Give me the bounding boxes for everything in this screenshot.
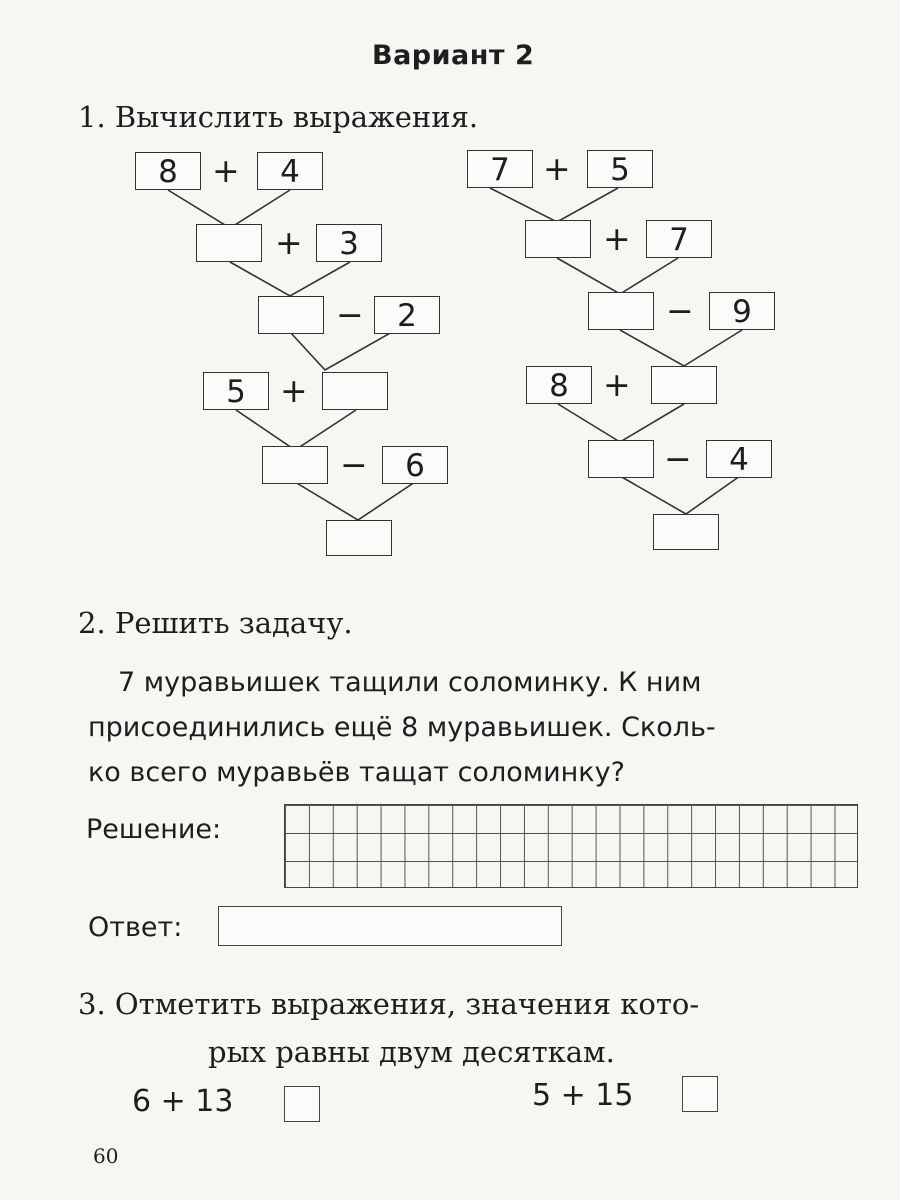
right-op5: − — [664, 439, 692, 478]
task3-heading-line-2: рых равны двум десяткам. — [208, 1035, 615, 1069]
left-box-a: 8 — [135, 152, 201, 190]
left-box-e: 5 — [203, 372, 269, 410]
left-op4: + — [280, 371, 308, 410]
right-box-d: 9 — [709, 292, 775, 330]
left-box-answer4[interactable] — [262, 446, 328, 484]
task3-heading-line-1: 3. Отметить выражения, значения кото- — [78, 987, 700, 1021]
variant-title: Вариант 2 — [372, 40, 535, 71]
left-box-answer3[interactable] — [322, 372, 388, 410]
left-box-f: 6 — [382, 446, 448, 484]
left-box-answer2[interactable] — [258, 296, 324, 334]
right-box-b: 5 — [587, 150, 653, 188]
task2-heading: 2. Решить задачу. — [78, 606, 353, 640]
task3-heading — [78, 980, 699, 1076]
left-box-d: 2 — [374, 296, 440, 334]
right-box-answer3[interactable] — [651, 366, 717, 404]
problem-line-2: присоединились ещё 8 муравьишек. Сколь- — [88, 712, 716, 743]
left-box-answer1[interactable] — [196, 224, 262, 262]
right-op1: + — [543, 149, 571, 188]
problem-line-1: 7 муравьишек тащили соломинку. К ним — [118, 667, 702, 698]
right-op2: + — [603, 219, 631, 258]
solution-label: Решение: — [86, 814, 222, 845]
problem-line-3: ко всего муравьёв тащат соломинку? — [88, 757, 625, 788]
right-op4: + — [603, 365, 631, 404]
right-box-f: 4 — [706, 440, 772, 478]
expression-1-checkbox[interactable] — [284, 1086, 320, 1122]
right-box-answer1[interactable] — [525, 220, 591, 258]
left-box-result[interactable] — [326, 520, 392, 556]
right-box-answer4[interactable] — [588, 440, 654, 478]
left-box-c: 3 — [316, 224, 382, 262]
problem-text — [88, 660, 716, 795]
left-op1: + — [212, 151, 240, 190]
answer-field[interactable] — [218, 906, 562, 946]
right-box-c: 7 — [646, 220, 712, 258]
answer-label: Ответ: — [88, 912, 183, 943]
left-box-b: 4 — [257, 152, 323, 190]
right-box-result[interactable] — [653, 514, 719, 550]
right-box-e: 8 — [526, 366, 592, 404]
right-op3: − — [666, 291, 694, 330]
task1-heading: 1. Вычислить выражения. — [78, 100, 479, 134]
page-number: 60 — [93, 1144, 119, 1168]
left-op2: + — [275, 223, 303, 262]
right-box-answer2[interactable] — [588, 292, 654, 330]
left-op3: − — [336, 295, 364, 334]
expression-2: 5 + 15 — [532, 1078, 634, 1113]
right-box-a: 7 — [467, 150, 533, 188]
solution-grid[interactable] — [284, 804, 858, 888]
expression-2-checkbox[interactable] — [682, 1076, 718, 1112]
left-op5: − — [340, 445, 368, 484]
expression-1: 6 + 13 — [132, 1084, 234, 1119]
